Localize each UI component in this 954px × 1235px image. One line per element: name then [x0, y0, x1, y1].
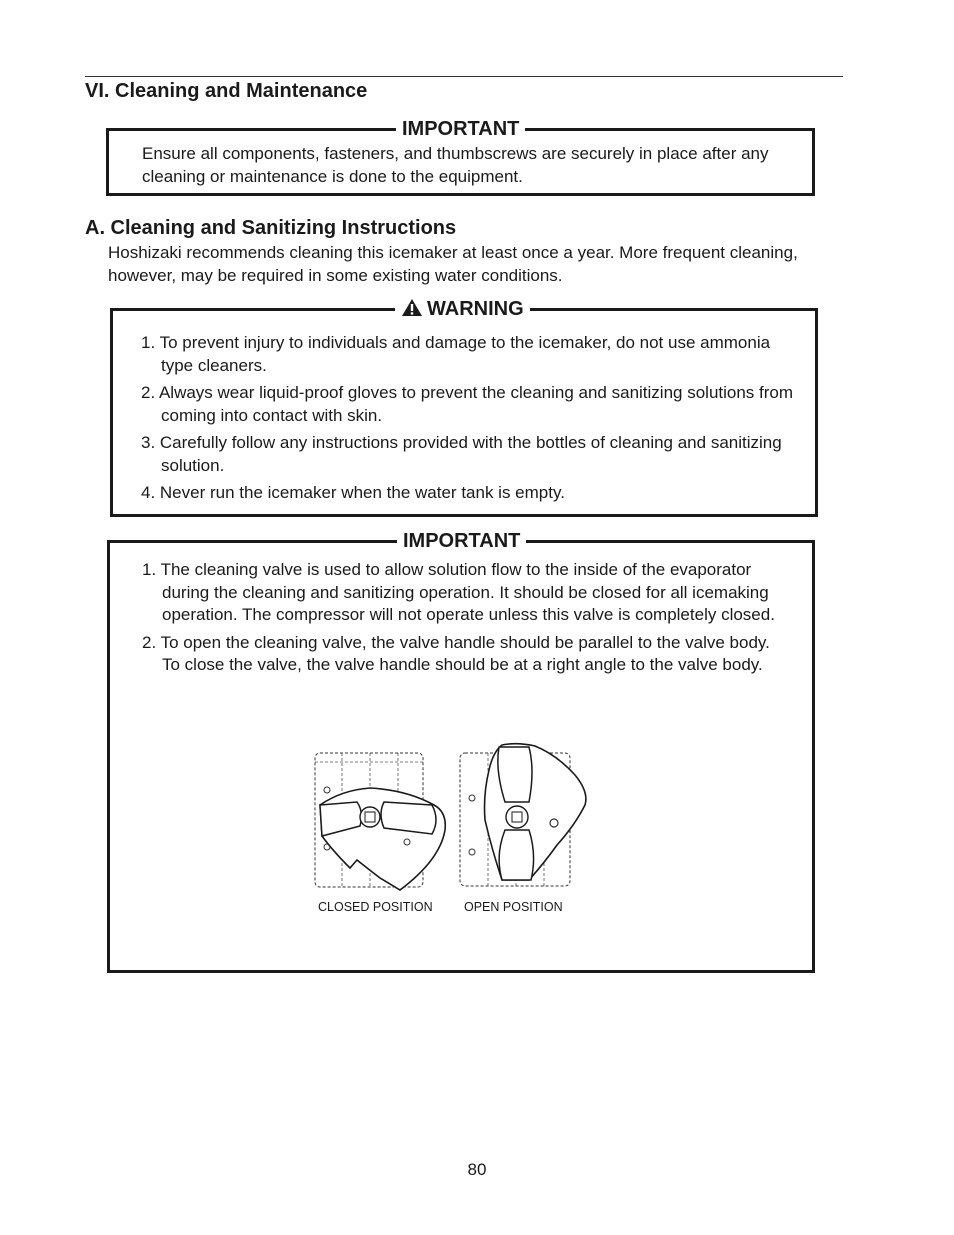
- warning-item: 2. Always wear liquid-proof gloves to prevent the cleaning and sanitizing solutions from coming into contact with skin.: [141, 383, 794, 425]
- open-position-caption: OPEN POSITION: [464, 900, 563, 914]
- valve-closed-diagram: [312, 750, 452, 895]
- important-item: 2. To open the cleaning valve, the valve handle should be parallel to the valve body. To close the valve, the valve handle should be at a right angle to the valve body.: [142, 632, 770, 674]
- warning-item: 4. Never run the icemaker when the water tank is empty.: [141, 483, 565, 502]
- subsection-intro: Hoshizaki recommends cleaning this icemaker at least once a year. More frequent cleaning, however, may be required in some existing water conditions.: [108, 243, 798, 285]
- warning-list: [141, 332, 801, 510]
- warning-label: [395, 297, 530, 321]
- valve-open-diagram: [457, 740, 597, 890]
- important-box-1: [106, 118, 815, 196]
- warning-item: 1. To prevent injury to individuals and damage to the icemaker, do not use ammonia type cleaners.: [141, 333, 771, 375]
- important-label-1: IMPORTANT: [396, 117, 525, 141]
- warning-box: [110, 298, 818, 517]
- warning-item: 3. Carefully follow any instructions provided with the bottles of cleaning and sanitizing solution.: [141, 433, 782, 475]
- section-title: VI. Cleaning and Maintenance: [85, 80, 368, 102]
- header-rule: [85, 76, 843, 77]
- subsection-title: A. Cleaning and Sanitizing Instructions: [85, 217, 457, 239]
- closed-position-caption: CLOSED POSITION: [318, 900, 433, 914]
- important-list-2: [142, 559, 792, 682]
- warning-label-text: WARNING: [427, 298, 524, 320]
- important-item: 1. The cleaning valve is used to allow solution flow to the inside of the evaporator during the cleaning and sanitizing operation. It should be closed for all icemaking operation. The compressor will not operate unless this valve is completely closed.: [142, 560, 775, 624]
- warning-triangle-icon: [401, 298, 423, 317]
- important-text-1: Ensure all components, fasteners, and thumbscrews are securely in place after any cleaning or maintenance is done to the equipment.: [142, 144, 769, 186]
- important-label-2: IMPORTANT: [397, 529, 526, 553]
- page-number: 80: [467, 1160, 487, 1179]
